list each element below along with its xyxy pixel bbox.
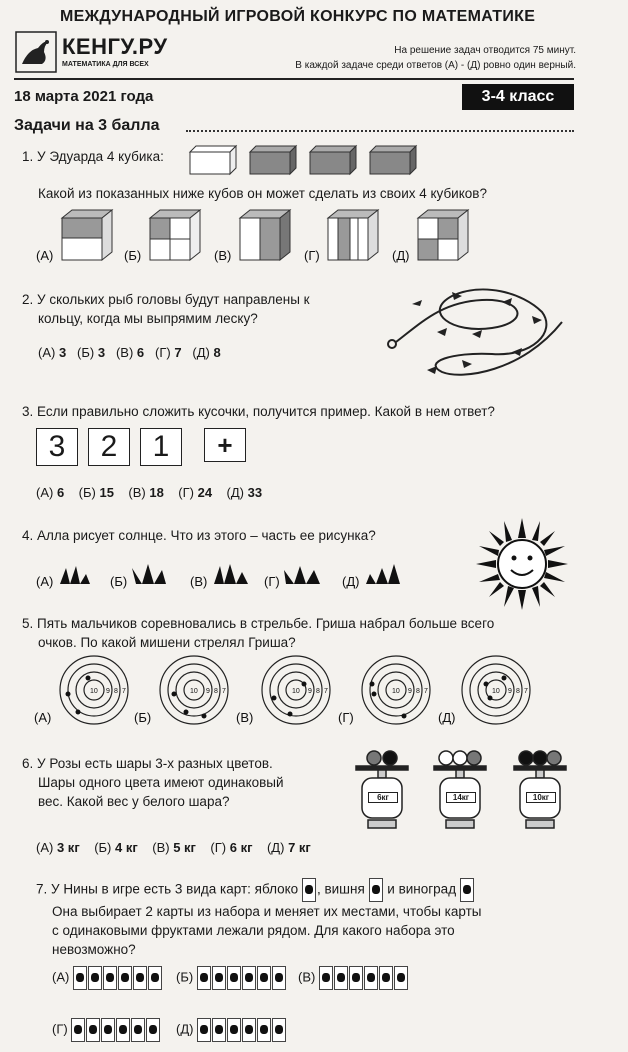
svg-text:10: 10 — [292, 688, 300, 695]
q2-line1: 2. У скольких рыб головы будут направлены к — [22, 292, 310, 307]
svg-text:8: 8 — [516, 688, 520, 695]
q2-answers: (А) 3 (Б) 3 (В) 6 (Г) 7 (Д) 8 — [38, 345, 221, 360]
svg-text:(Д): (Д) — [438, 710, 456, 725]
svg-text:7: 7 — [324, 688, 328, 695]
target-label-10: 10 — [90, 688, 98, 695]
q6-line3: вес. Какой вес у белого шара? — [38, 794, 230, 809]
puzzle-piece-3: 1 — [140, 428, 182, 466]
contest-date: 18 марта 2021 года — [14, 88, 154, 105]
svg-text:7: 7 — [122, 688, 126, 695]
svg-text:(В): (В) — [236, 710, 254, 725]
svg-text:9: 9 — [206, 688, 210, 695]
q5-line2: очков. По какой мишени стрелял Гриша? — [38, 635, 296, 650]
q4-options — [36, 560, 436, 590]
kangaroo-logo-icon — [14, 30, 58, 74]
q1-cube-c-icon — [240, 210, 290, 260]
q1-question: Какой из показанных ниже кубов он может сделать из своих 4 кубиков? — [38, 186, 487, 201]
brand-subtitle: МАТЕМАТИКА ДЛЯ ВСЕХ — [62, 61, 149, 68]
svg-text:(Г): (Г) — [264, 574, 280, 589]
svg-text:9: 9 — [308, 688, 312, 695]
puzzle-piece-1: 3 — [36, 428, 78, 466]
apple-card-icon — [302, 878, 316, 902]
q1-cubes-illustration — [186, 144, 426, 181]
q3-puzzle-pieces — [36, 428, 276, 468]
puzzle-piece-4: + — [204, 428, 246, 462]
q3-text: 3. Если правильно сложить кусочки, получится пример. Какой в нем ответ? — [22, 404, 495, 419]
q7-line1: 7. У Нины в игре есть 3 вида карт: яблоко , вишня и виноград — [36, 878, 475, 902]
scale-1-weight: 6кг — [368, 792, 398, 803]
svg-text:(Д): (Д) — [342, 574, 360, 589]
svg-text:9: 9 — [106, 688, 110, 695]
section-dots — [186, 130, 574, 132]
q7-line3: с одинаковыми фруктами лежали рядом. Для какого набора это — [52, 923, 455, 938]
svg-text:10: 10 — [492, 688, 500, 695]
q5-targets — [34, 654, 574, 730]
scale-3-icon — [514, 751, 566, 828]
svg-text:7: 7 — [424, 688, 428, 695]
q1-options — [36, 208, 576, 264]
q6-scales — [352, 748, 576, 830]
svg-text:10: 10 — [392, 688, 400, 695]
svg-text:(А): (А) — [34, 710, 52, 725]
gray-cube-icon — [250, 146, 296, 174]
q5-line1: 5. Пять мальчиков соревновались в стрельбе. Гриша набрал больше всего — [22, 616, 495, 631]
svg-text:9: 9 — [508, 688, 512, 695]
cherry-card-icon — [369, 878, 383, 902]
q7-line4: невозможно? — [52, 942, 136, 957]
section-title: Задачи на 3 балла — [14, 117, 160, 134]
q7-option-e: (Д) — [176, 1018, 287, 1042]
svg-text:8: 8 — [416, 688, 420, 695]
q1-cube-e-icon — [418, 210, 468, 260]
scale-3-weight: 10кг — [526, 792, 556, 803]
rules-time: На решение задач отводится 75 минут. — [394, 45, 576, 56]
q6-line2: Шары одного цвета имеют одинаковый — [38, 775, 284, 790]
svg-text:8: 8 — [114, 688, 118, 695]
q1-opt-c-label: (В) — [214, 248, 232, 263]
rules-answers: В каждой задаче среди ответов (А) - (Д) ровно один верный. — [295, 60, 576, 71]
q7-option-a: (А) — [52, 966, 163, 990]
q3-answers: (А) 6 (Б) 15 (В) 18 (Г) 24 (Д) 33 — [36, 485, 263, 500]
scale-2-icon — [434, 751, 486, 828]
svg-text:7: 7 — [222, 688, 226, 695]
white-cube-icon — [190, 146, 236, 174]
svg-text:(Б): (Б) — [110, 574, 128, 589]
q6-answers: (А) 3 кг (Б) 4 кг (В) 5 кг (Г) 6 кг (Д) 7 кг — [36, 840, 311, 855]
svg-text:(Г): (Г) — [338, 710, 354, 725]
svg-text:(А): (А) — [36, 574, 54, 589]
svg-text:7: 7 — [524, 688, 528, 695]
svg-text:(В): (В) — [190, 574, 208, 589]
q1-opt-e-label: (Д) — [392, 248, 410, 263]
puzzle-piece-2: 2 — [88, 428, 130, 466]
q2-line2: кольцу, когда мы выпрямим леску? — [38, 311, 258, 326]
brand-name: КЕНГУ.РУ — [62, 34, 168, 59]
grape-card-icon — [460, 878, 474, 902]
q1-cube-a-icon — [62, 210, 112, 260]
header-divider — [14, 78, 574, 80]
q1-opt-b-label: (Б) — [124, 248, 142, 263]
q7-option-c: (В) — [298, 966, 409, 990]
q1-opt-d-label: (Г) — [304, 248, 320, 263]
svg-text:9: 9 — [408, 688, 412, 695]
svg-text:8: 8 — [316, 688, 320, 695]
scale-1-icon — [356, 751, 408, 828]
q1-cube-b-icon — [150, 210, 200, 260]
q7-option-b: (Б) — [176, 966, 287, 990]
q1-opt-a-label: (А) — [36, 248, 54, 263]
q1-cube-d-icon — [328, 210, 378, 260]
svg-text:(Б): (Б) — [134, 710, 152, 725]
contest-title: МЕЖДУНАРОДНЫЙ ИГРОВОЙ КОНКУРС ПО МАТЕМАТИКЕ — [60, 8, 536, 25]
q7-line2: Она выбирает 2 карты из набора и меняет их местами, чтобы карты — [52, 904, 482, 919]
q6-line1: 6. У Розы есть шары 3-х разных цветов. — [22, 756, 273, 771]
svg-text:10: 10 — [190, 688, 198, 695]
svg-text:8: 8 — [214, 688, 218, 695]
q7-option-d: (Г) — [52, 1018, 161, 1042]
sun-icon — [474, 516, 570, 617]
grade-badge: 3-4 класс — [462, 84, 574, 110]
q1-text: 1. У Эдуарда 4 кубика: — [22, 149, 164, 164]
scale-2-weight: 14кг — [446, 792, 476, 803]
q4-text: 4. Алла рисует солнце. Что из этого – часть ее рисунка? — [22, 528, 376, 543]
fishing-line-illustration — [382, 282, 572, 382]
